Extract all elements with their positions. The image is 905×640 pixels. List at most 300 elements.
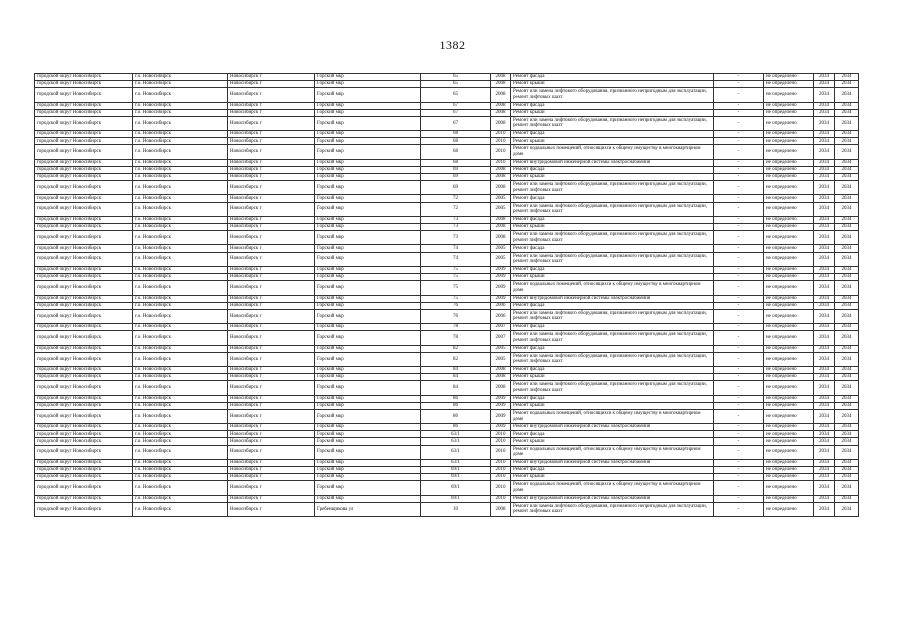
period-from-cell: 2034 xyxy=(814,445,835,459)
build-year-cell: 2008 xyxy=(491,216,511,223)
status-cell: не определено xyxy=(764,231,814,245)
dash-cell: - xyxy=(714,402,764,409)
period-from-cell: 2034 xyxy=(814,159,835,166)
status-cell: не определено xyxy=(764,202,814,216)
status-cell: не определено xyxy=(764,309,814,323)
district-cell: г.о. Новосибирск xyxy=(133,281,228,295)
build-year-cell: 2008 xyxy=(491,109,511,116)
period-from-cell: 2034 xyxy=(814,231,835,245)
district-cell: г.о. Новосибирск xyxy=(133,223,228,230)
build-year-cell: 2010 xyxy=(491,481,511,495)
house-number-cell: 67 xyxy=(421,116,491,130)
period-to-cell: 2034 xyxy=(835,131,859,138)
build-year-cell: 2010 xyxy=(491,138,511,145)
work-type-cell: Ремонт крыши xyxy=(511,81,714,88)
period-to-cell: 2034 xyxy=(835,274,859,281)
build-year-cell: 2010 xyxy=(491,431,511,438)
work-type-cell: Ремонт фасада xyxy=(511,166,714,173)
status-cell: не определено xyxy=(764,274,814,281)
status-cell: не определено xyxy=(764,324,814,331)
table-row xyxy=(35,367,859,374)
house-number-cell: 68 xyxy=(421,159,491,166)
house-number-cell: 67 xyxy=(421,109,491,116)
district-cell: г.о. Новосибирск xyxy=(133,88,228,102)
dash-cell: - xyxy=(714,381,764,395)
work-type-cell: Ремонт или замена лифтового оборудования, признанного непригодным для эксплуатации, ремонт лифтовых шахт xyxy=(511,381,714,395)
status-cell: не определено xyxy=(764,109,814,116)
street-cell: Горский мкр xyxy=(315,166,421,173)
municipality-cell: городской округ Новосибирск xyxy=(35,502,133,516)
period-to-cell: 2034 xyxy=(835,495,859,502)
settlement-cell: Новосибирск г xyxy=(228,295,315,302)
work-type-cell: Ремонт фасада xyxy=(511,266,714,273)
dash-cell: - xyxy=(714,295,764,302)
dash-cell: - xyxy=(714,281,764,295)
table-row xyxy=(35,502,859,516)
dash-cell: - xyxy=(714,252,764,266)
build-year-cell: 2010 xyxy=(491,467,511,474)
build-year-cell: 2008 xyxy=(491,166,511,173)
district-cell: г.о. Новосибирск xyxy=(133,74,228,81)
municipality-cell: городской округ Новосибирск xyxy=(35,159,133,166)
work-type-cell: Ремонт или замена лифтового оборудования, признанного непригодным для эксплуатации, ремонт лифтовых шахт xyxy=(511,116,714,130)
table-row xyxy=(35,81,859,88)
street-cell: Горский мкр xyxy=(315,295,421,302)
dash-cell: - xyxy=(714,138,764,145)
settlement-cell: Новосибирск г xyxy=(228,102,315,109)
status-cell: не определено xyxy=(764,74,814,81)
settlement-cell: Новосибирск г xyxy=(228,116,315,130)
period-from-cell: 2034 xyxy=(814,145,835,159)
municipality-cell: городской округ Новосибирск xyxy=(35,324,133,331)
table-row xyxy=(35,166,859,173)
street-cell: Горский мкр xyxy=(315,467,421,474)
house-number-cell: 82 xyxy=(421,352,491,366)
street-cell: Горский мкр xyxy=(315,74,421,81)
table-row xyxy=(35,467,859,474)
settlement-cell: Новосибирск г xyxy=(228,195,315,202)
house-number-cell: 69 xyxy=(421,173,491,180)
dash-cell: - xyxy=(714,274,764,281)
settlement-cell: Новосибирск г xyxy=(228,145,315,159)
district-cell: г.о. Новосибирск xyxy=(133,145,228,159)
build-year-cell: 2010 xyxy=(491,474,511,481)
table-row xyxy=(35,402,859,409)
settlement-cell: Новосибирск г xyxy=(228,474,315,481)
table-row xyxy=(35,223,859,230)
dash-cell: - xyxy=(714,395,764,402)
house-number-cell: 75 xyxy=(421,295,491,302)
period-to-cell: 2034 xyxy=(835,252,859,266)
status-cell: не определено xyxy=(764,395,814,402)
district-cell: г.о. Новосибирск xyxy=(133,395,228,402)
period-to-cell: 2034 xyxy=(835,231,859,245)
municipality-cell: городской округ Новосибирск xyxy=(35,216,133,223)
table-row xyxy=(35,459,859,466)
dash-cell: - xyxy=(714,445,764,459)
status-cell: не определено xyxy=(764,402,814,409)
district-cell: г.о. Новосибирск xyxy=(133,231,228,245)
dash-cell: - xyxy=(714,367,764,374)
municipality-cell: городской округ Новосибирск xyxy=(35,88,133,102)
table-row xyxy=(35,274,859,281)
period-from-cell: 2034 xyxy=(814,502,835,516)
settlement-cell: Новосибирск г xyxy=(228,324,315,331)
build-year-cell: 2005 xyxy=(491,252,511,266)
status-cell: не определено xyxy=(764,102,814,109)
district-cell: г.о. Новосибирск xyxy=(133,195,228,202)
period-to-cell: 2034 xyxy=(835,345,859,352)
period-from-cell: 2034 xyxy=(814,459,835,466)
period-to-cell: 2034 xyxy=(835,395,859,402)
settlement-cell: Новосибирск г xyxy=(228,467,315,474)
municipality-cell: городской округ Новосибирск xyxy=(35,131,133,138)
house-number-cell: 65 xyxy=(421,88,491,102)
table-row xyxy=(35,181,859,195)
period-from-cell: 2034 xyxy=(814,474,835,481)
work-type-cell: Ремонт или замена лифтового оборудования, признанного непригодным для эксплуатации, ремонт лифтовых шахт xyxy=(511,352,714,366)
build-year-cell: 2008 xyxy=(491,173,511,180)
build-year-cell: 2009 xyxy=(491,266,511,273)
house-number-cell: 76 xyxy=(421,302,491,309)
build-year-cell: 2005 xyxy=(491,202,511,216)
period-from-cell: 2034 xyxy=(814,302,835,309)
work-type-cell: Ремонт подвальных помещений, относящихся к общему имуществу в многоквартирном доме xyxy=(511,145,714,159)
period-to-cell: 2034 xyxy=(835,202,859,216)
period-to-cell: 2034 xyxy=(835,116,859,130)
street-cell: Горский мкр xyxy=(315,324,421,331)
house-number-cell: 84 xyxy=(421,374,491,381)
build-year-cell: 2008 xyxy=(491,74,511,81)
build-year-cell: 2005 xyxy=(491,195,511,202)
build-year-cell: 2008 xyxy=(491,116,511,130)
work-type-cell: Ремонт фасада xyxy=(511,324,714,331)
street-cell: Горский мкр xyxy=(315,88,421,102)
district-cell: г.о. Новосибирск xyxy=(133,302,228,309)
work-type-cell: Ремонт крыши xyxy=(511,438,714,445)
municipality-cell: городской округ Новосибирск xyxy=(35,409,133,423)
municipality-cell: городской округ Новосибирск xyxy=(35,445,133,459)
period-from-cell: 2034 xyxy=(814,216,835,223)
status-cell: не определено xyxy=(764,223,814,230)
house-number-cell: 69/1 xyxy=(421,474,491,481)
street-cell: Горский мкр xyxy=(315,223,421,230)
status-cell: не определено xyxy=(764,481,814,495)
street-cell: Горский мкр xyxy=(315,195,421,202)
capital-repair-table xyxy=(34,73,859,517)
municipality-cell: городской округ Новосибирск xyxy=(35,331,133,345)
dash-cell: - xyxy=(714,409,764,423)
work-type-cell: Ремонт внутридомовой инженерной системы электроснабжения xyxy=(511,459,714,466)
dash-cell: - xyxy=(714,374,764,381)
build-year-cell: 2008 xyxy=(491,374,511,381)
period-from-cell: 2034 xyxy=(814,116,835,130)
settlement-cell: Новосибирск г xyxy=(228,309,315,323)
settlement-cell: Новосибирск г xyxy=(228,109,315,116)
house-number-cell: 10 xyxy=(421,502,491,516)
municipality-cell: городской округ Новосибирск xyxy=(35,245,133,252)
status-cell: не определено xyxy=(764,138,814,145)
period-to-cell: 2034 xyxy=(835,445,859,459)
dash-cell: - xyxy=(714,474,764,481)
street-cell: Горский мкр xyxy=(315,474,421,481)
house-number-cell: 73 xyxy=(421,216,491,223)
work-type-cell: Ремонт подвальных помещений, относящихся к общему имуществу в многоквартирном доме xyxy=(511,481,714,495)
district-cell: г.о. Новосибирск xyxy=(133,352,228,366)
table-row xyxy=(35,88,859,102)
period-to-cell: 2034 xyxy=(835,266,859,273)
status-cell: не определено xyxy=(764,495,814,502)
municipality-cell: городской округ Новосибирск xyxy=(35,381,133,395)
municipality-cell: городской округ Новосибирск xyxy=(35,166,133,173)
table-row xyxy=(35,281,859,295)
dash-cell: - xyxy=(714,181,764,195)
period-to-cell: 2034 xyxy=(835,166,859,173)
period-to-cell: 2034 xyxy=(835,109,859,116)
build-year-cell: 2007 xyxy=(491,331,511,345)
settlement-cell: Новосибирск г xyxy=(228,131,315,138)
period-from-cell: 2034 xyxy=(814,424,835,431)
status-cell: не определено xyxy=(764,245,814,252)
period-to-cell: 2034 xyxy=(835,438,859,445)
period-from-cell: 2034 xyxy=(814,138,835,145)
district-cell: г.о. Новосибирск xyxy=(133,331,228,345)
district-cell: г.о. Новосибирск xyxy=(133,495,228,502)
district-cell: г.о. Новосибирск xyxy=(133,367,228,374)
house-number-cell: 82 xyxy=(421,345,491,352)
period-to-cell: 2034 xyxy=(835,431,859,438)
work-type-cell: Ремонт крыши xyxy=(511,223,714,230)
period-to-cell: 2034 xyxy=(835,281,859,295)
table-row xyxy=(35,495,859,502)
street-cell: Горский мкр xyxy=(315,309,421,323)
table-row xyxy=(35,252,859,266)
period-to-cell: 2034 xyxy=(835,181,859,195)
house-number-cell: 63/1 xyxy=(421,445,491,459)
work-type-cell: Ремонт или замена лифтового оборудования, признанного непригодным для эксплуатации, ремонт лифтовых шахт xyxy=(511,252,714,266)
municipality-cell: городской округ Новосибирск xyxy=(35,302,133,309)
work-type-cell: Ремонт фасада xyxy=(511,345,714,352)
dash-cell: - xyxy=(714,345,764,352)
street-cell: Горский мкр xyxy=(315,216,421,223)
street-cell: Горский мкр xyxy=(315,116,421,130)
period-from-cell: 2034 xyxy=(814,202,835,216)
house-number-cell: 68 xyxy=(421,138,491,145)
street-cell: Горский мкр xyxy=(315,381,421,395)
work-type-cell: Ремонт фасада xyxy=(511,74,714,81)
status-cell: не определено xyxy=(764,381,814,395)
work-type-cell: Ремонт фасада xyxy=(511,302,714,309)
status-cell: не определено xyxy=(764,88,814,102)
dash-cell: - xyxy=(714,331,764,345)
street-cell: Горский мкр xyxy=(315,274,421,281)
dash-cell: - xyxy=(714,302,764,309)
street-cell: Горский мкр xyxy=(315,231,421,245)
status-cell: не определено xyxy=(764,281,814,295)
status-cell: не определено xyxy=(764,502,814,516)
period-to-cell: 2034 xyxy=(835,367,859,374)
period-from-cell: 2034 xyxy=(814,438,835,445)
work-type-cell: Ремонт фасада xyxy=(511,431,714,438)
period-from-cell: 2034 xyxy=(814,88,835,102)
status-cell: не определено xyxy=(764,216,814,223)
settlement-cell: Новосибирск г xyxy=(228,409,315,423)
district-cell: г.о. Новосибирск xyxy=(133,409,228,423)
street-cell: Горский мкр xyxy=(315,402,421,409)
build-year-cell: 2005 xyxy=(491,352,511,366)
municipality-cell: городской округ Новосибирск xyxy=(35,438,133,445)
period-from-cell: 2034 xyxy=(814,102,835,109)
settlement-cell: Новосибирск г xyxy=(228,331,315,345)
municipality-cell: городской округ Новосибирск xyxy=(35,109,133,116)
street-cell: Горский мкр xyxy=(315,367,421,374)
work-type-cell: Ремонт или замена лифтового оборудования, признанного непригодным для эксплуатации, ремонт лифтовых шахт xyxy=(511,502,714,516)
dash-cell: - xyxy=(714,81,764,88)
period-to-cell: 2034 xyxy=(835,216,859,223)
period-to-cell: 2034 xyxy=(835,74,859,81)
period-from-cell: 2034 xyxy=(814,352,835,366)
period-from-cell: 2034 xyxy=(814,395,835,402)
house-number-cell: 69/1 xyxy=(421,481,491,495)
table-row xyxy=(35,481,859,495)
dash-cell: - xyxy=(714,495,764,502)
street-cell: Горский мкр xyxy=(315,374,421,381)
district-cell: г.о. Новосибирск xyxy=(133,81,228,88)
work-type-cell: Ремонт или замена лифтового оборудования, признанного непригодным для эксплуатации, ремонт лифтовых шахт xyxy=(511,181,714,195)
municipality-cell: городской округ Новосибирск xyxy=(35,402,133,409)
municipality-cell: городской округ Новосибирск xyxy=(35,231,133,245)
settlement-cell: Новосибирск г xyxy=(228,88,315,102)
period-from-cell: 2034 xyxy=(814,281,835,295)
work-type-cell: Ремонт крыши xyxy=(511,474,714,481)
district-cell: г.о. Новосибирск xyxy=(133,245,228,252)
status-cell: не определено xyxy=(764,302,814,309)
build-year-cell: 2008 xyxy=(491,102,511,109)
street-cell: Горский мкр xyxy=(315,131,421,138)
status-cell: не определено xyxy=(764,445,814,459)
settlement-cell: Новосибирск г xyxy=(228,138,315,145)
work-type-cell: Ремонт подвальных помещений, относящихся к общему имуществу в многоквартирном доме xyxy=(511,281,714,295)
street-cell: Горский мкр xyxy=(315,109,421,116)
street-cell: Горский мкр xyxy=(315,81,421,88)
house-number-cell: 63/1 xyxy=(421,431,491,438)
settlement-cell: Новосибирск г xyxy=(228,381,315,395)
status-cell: не определено xyxy=(764,331,814,345)
period-from-cell: 2034 xyxy=(814,309,835,323)
dash-cell: - xyxy=(714,438,764,445)
settlement-cell: Новосибирск г xyxy=(228,74,315,81)
period-from-cell: 2034 xyxy=(814,367,835,374)
district-cell: г.о. Новосибирск xyxy=(133,116,228,130)
build-year-cell: 2008 xyxy=(491,223,511,230)
build-year-cell: 2009 xyxy=(491,281,511,295)
table-row xyxy=(35,352,859,366)
municipality-cell: городской округ Новосибирск xyxy=(35,281,133,295)
house-number-cell: 65 xyxy=(421,74,491,81)
period-to-cell: 2034 xyxy=(835,145,859,159)
settlement-cell: Новосибирск г xyxy=(228,431,315,438)
work-type-cell: Ремонт фасада xyxy=(511,467,714,474)
municipality-cell: городской округ Новосибирск xyxy=(35,74,133,81)
street-cell: Горский мкр xyxy=(315,138,421,145)
table-row xyxy=(35,424,859,431)
house-number-cell: 78 xyxy=(421,331,491,345)
build-year-cell: 2009 xyxy=(491,274,511,281)
table-row xyxy=(35,409,859,423)
district-cell: г.о. Новосибирск xyxy=(133,131,228,138)
house-number-cell: 84 xyxy=(421,367,491,374)
street-cell: Горский мкр xyxy=(315,245,421,252)
municipality-cell: городской округ Новосибирск xyxy=(35,295,133,302)
street-cell: Горский мкр xyxy=(315,495,421,502)
district-cell: г.о. Новосибирск xyxy=(133,181,228,195)
work-type-cell: Ремонт подвальных помещений, относящихся к общему имуществу в многоквартирном доме xyxy=(511,409,714,423)
district-cell: г.о. Новосибирск xyxy=(133,109,228,116)
period-to-cell: 2034 xyxy=(835,474,859,481)
period-from-cell: 2034 xyxy=(814,431,835,438)
settlement-cell: Новосибирск г xyxy=(228,245,315,252)
period-from-cell: 2034 xyxy=(814,74,835,81)
build-year-cell: 2009 xyxy=(491,402,511,409)
district-cell: г.о. Новосибирск xyxy=(133,252,228,266)
work-type-cell: Ремонт внутридомовой инженерной системы электроснабжения xyxy=(511,424,714,431)
dash-cell: - xyxy=(714,216,764,223)
status-cell: не определено xyxy=(764,166,814,173)
settlement-cell: Новосибирск г xyxy=(228,274,315,281)
period-from-cell: 2034 xyxy=(814,295,835,302)
district-cell: г.о. Новосибирск xyxy=(133,173,228,180)
status-cell: не определено xyxy=(764,116,814,130)
period-from-cell: 2034 xyxy=(814,409,835,423)
municipality-cell: городской округ Новосибирск xyxy=(35,195,133,202)
dash-cell: - xyxy=(714,145,764,159)
build-year-cell: 2010 xyxy=(491,159,511,166)
dash-cell: - xyxy=(714,459,764,466)
period-to-cell: 2034 xyxy=(835,502,859,516)
period-from-cell: 2034 xyxy=(814,173,835,180)
house-number-cell: 69/1 xyxy=(421,467,491,474)
period-to-cell: 2034 xyxy=(835,409,859,423)
period-to-cell: 2034 xyxy=(835,481,859,495)
dash-cell: - xyxy=(714,481,764,495)
status-cell: не определено xyxy=(764,266,814,273)
table-body xyxy=(35,74,859,517)
district-cell: г.о. Новосибирск xyxy=(133,502,228,516)
status-cell: не определено xyxy=(764,252,814,266)
period-from-cell: 2034 xyxy=(814,381,835,395)
table-row xyxy=(35,159,859,166)
municipality-cell: городской округ Новосибирск xyxy=(35,252,133,266)
district-cell: г.о. Новосибирск xyxy=(133,374,228,381)
street-cell: Горский мкр xyxy=(315,395,421,402)
district-cell: г.о. Новосибирск xyxy=(133,159,228,166)
table-row xyxy=(35,202,859,216)
work-type-cell: Ремонт подвальных помещений, относящихся к общему имуществу в многоквартирном доме xyxy=(511,445,714,459)
period-to-cell: 2034 xyxy=(835,138,859,145)
district-cell: г.о. Новосибирск xyxy=(133,445,228,459)
settlement-cell: Новосибирск г xyxy=(228,216,315,223)
table-row xyxy=(35,431,859,438)
table-row xyxy=(35,331,859,345)
table-row xyxy=(35,395,859,402)
build-year-cell: 2009 xyxy=(491,424,511,431)
house-number-cell: 74 xyxy=(421,252,491,266)
table-row xyxy=(35,145,859,159)
status-cell: не определено xyxy=(764,81,814,88)
street-cell: Горский мкр xyxy=(315,409,421,423)
municipality-cell: городской округ Новосибирск xyxy=(35,459,133,466)
period-from-cell: 2034 xyxy=(814,266,835,273)
